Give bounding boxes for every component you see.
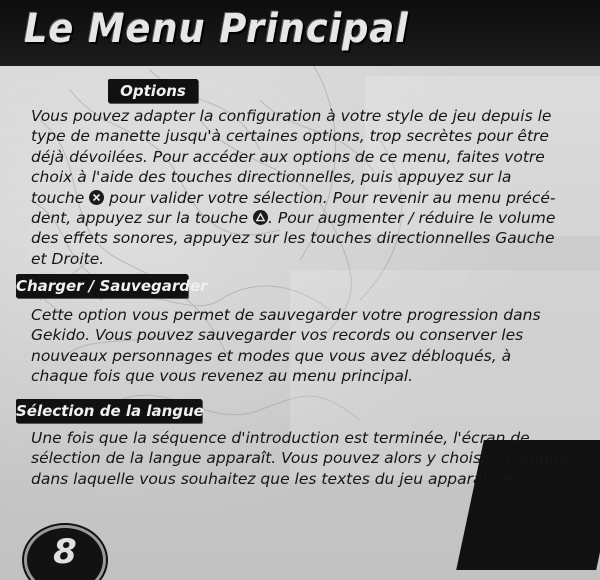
text-line: sélection de la langue apparaît. Vous pouvez alors y choisir la langue (31, 449, 569, 468)
section-heading-charger-sauvegarder: Charger / Sauvegarder (16, 274, 188, 298)
text-line (31, 188, 555, 208)
text-line: et Droite. (31, 249, 105, 268)
triangle-button-icon (253, 210, 268, 225)
text-line: type de manette jusqu'à certaines options, trop secrètes pour être (31, 127, 549, 146)
text-line: Gekido. Vous pouvez sauvegarder vos records ou conserver les (31, 326, 524, 345)
text-segment: touche (31, 188, 90, 207)
text-line: Une fois que la séquence d'introduction est terminée, l'écran de (31, 429, 530, 447)
text-line (31, 208, 555, 228)
text-line: dans laquelle vous souhaitez que les textes du jeu apparaissent. (31, 469, 534, 488)
page-number: 8 (53, 532, 77, 572)
options-paragraph (31, 106, 555, 269)
selection-langue-paragraph (31, 428, 568, 489)
cross-button-icon (89, 190, 104, 205)
section-heading-selection-langue: Sélection de la langue (16, 399, 202, 423)
text-segment: . Pour augmenter / réduire le volume (268, 209, 556, 228)
text-line: des effets sonores, appuyez sur les touches directionnelles Gauche (31, 229, 555, 248)
charger-sauvegarder-paragraph (31, 305, 541, 387)
text-line: Vous pouvez adapter la configuration à votre style de jeu depuis le (31, 107, 552, 125)
text-line: Cette option vous permet de sauvegarder votre progression dans (31, 306, 541, 324)
text-segment: pour valider votre sélection. Pour revenir au menu précé- (104, 188, 556, 207)
section-heading-options: Options (108, 79, 198, 103)
text-line: choix à l'aide des touches directionnelles, puis appuyez sur la (31, 168, 512, 187)
page-title: Le Menu Principal (24, 6, 409, 52)
text-line: chaque fois que vous revenez au menu principal. (31, 367, 414, 386)
text-line: nouveaux personnages et modes que vous avez débloqués, à (31, 346, 512, 365)
text-segment: dent, appuyez sur la touche (31, 209, 254, 228)
page-number-badge (24, 525, 106, 580)
text-line: déjà dévoilées. Pour accéder aux options de ce menu, faites votre (31, 147, 545, 166)
